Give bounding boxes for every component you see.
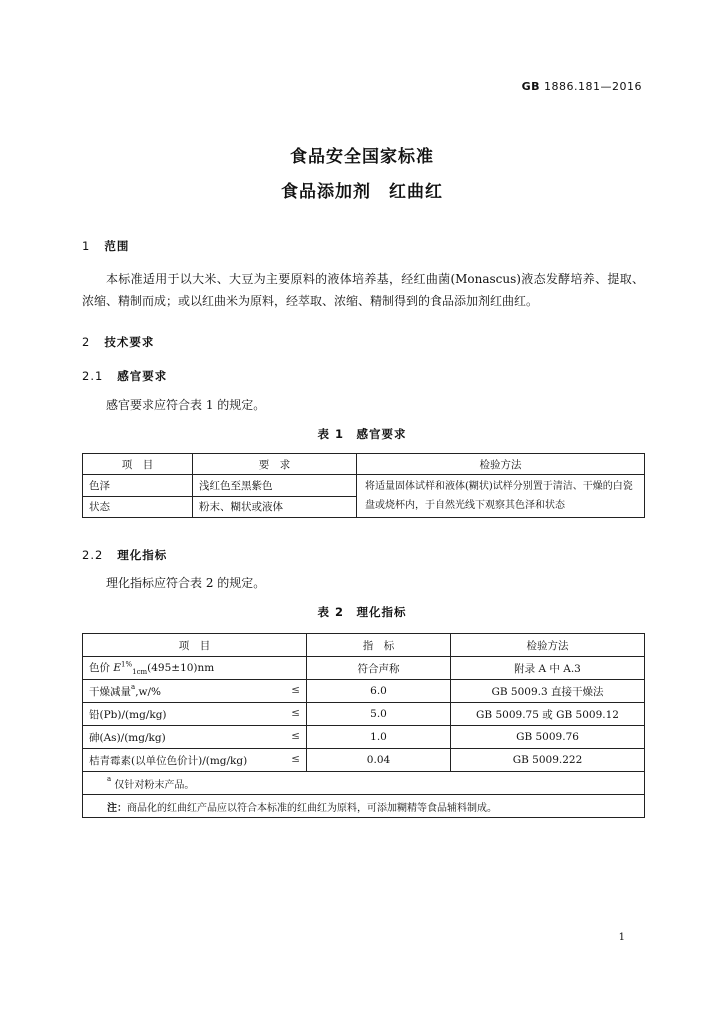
sensory-paragraph: 感官要求应符合表 1 的规定。 [106, 398, 266, 412]
row-item [83, 680, 307, 703]
table-header-row [83, 454, 645, 475]
row-item-label: 砷(As)/(mg/kg) [89, 731, 166, 744]
table-row [83, 749, 645, 772]
footnote-mark: a [107, 774, 112, 783]
absorbance-sub: 1cm [132, 668, 148, 677]
row-item [83, 657, 307, 680]
sensory-table [82, 453, 645, 518]
row-value: 0.04 [307, 749, 451, 772]
section-title: 技术要求 [104, 335, 155, 349]
row-item-label: 铅(Pb)/(mg/kg) [89, 708, 167, 721]
header-item: 项 目 [83, 634, 307, 657]
row-requirement: 浅红色至黑紫色 [193, 475, 357, 497]
table-2-caption: 表 2 理化指标 [317, 605, 407, 619]
row-method: GB 5009.76 [451, 726, 645, 749]
document-subtitle: 食品添加剂 红曲红 [281, 182, 443, 202]
header-item: 项 目 [83, 454, 193, 475]
standard-code [522, 80, 642, 93]
table-row [83, 726, 645, 749]
section-2-1-heading [82, 368, 167, 384]
limit-operator: ≤ [291, 729, 300, 742]
section-2-heading [82, 334, 154, 350]
note-text: 商品化的红曲红产品应以符合本标准的红曲红为原料，可添加糊精等食品辅料制成。 [127, 802, 497, 814]
section-number: 2.1 [82, 369, 104, 383]
page-number: 1 [618, 932, 625, 943]
table-row [83, 657, 645, 680]
scope-paragraph: 本标准适用于以大米、大豆为主要原料的液体培养基，经红曲菌(Monascus)液态发酵培养、提取、浓缩、精制而成；或以红曲米为原料，经萃取、浓缩、精制得到的食品添加剂红曲红。 [82, 272, 644, 308]
header-index: 指 标 [307, 634, 451, 657]
physchem-paragraph: 理化指标应符合表 2 的规定。 [106, 576, 266, 590]
header-method: 检验方法 [451, 634, 645, 657]
section-title: 范围 [104, 239, 130, 253]
row-value: 6.0 [307, 680, 451, 703]
row-item-label: 干燥减量 [89, 685, 131, 698]
row-item: 状态 [83, 496, 193, 518]
row-value: 5.0 [307, 703, 451, 726]
footnote-text: 仅针对粉末产品。 [114, 779, 195, 791]
row-item: 色泽 [83, 475, 193, 497]
row-method: 附录 A 中 A.3 [451, 657, 645, 680]
table-1-caption: 表 1 感官要求 [317, 427, 407, 441]
footnote-mark: a [131, 682, 136, 691]
table-header-row [83, 634, 645, 657]
section-2-2-heading [82, 547, 167, 563]
header-requirement: 要 求 [193, 454, 357, 475]
limit-operator: ≤ [291, 706, 300, 719]
absorbance-sup: 1% [121, 660, 133, 669]
row-item-label: 桔青霉素(以单位色价计)/(mg/kg) [89, 754, 248, 767]
limit-operator: ≤ [291, 683, 300, 696]
section-number: 2.2 [82, 548, 104, 562]
table-note [83, 795, 645, 818]
table-row [83, 680, 645, 703]
row-item [83, 726, 307, 749]
row-item [83, 749, 307, 772]
table-row [83, 703, 645, 726]
standard-prefix: GB [521, 80, 541, 93]
section-number: 1 [82, 239, 91, 253]
absorbance-symbol [113, 660, 148, 677]
header-method: 检验方法 [357, 454, 645, 475]
row-value: 1.0 [307, 726, 451, 749]
row-method: GB 5009.222 [451, 749, 645, 772]
row-method: GB 5009.75 或 GB 5009.12 [451, 703, 645, 726]
row-item-unit: ,w/% [135, 685, 162, 698]
section-1-heading [82, 238, 129, 254]
document-title: 食品安全国家标准 [290, 147, 434, 167]
row-item [83, 703, 307, 726]
section-title: 理化指标 [117, 548, 168, 562]
section-title: 感官要求 [117, 369, 168, 383]
absorbance-letter: E [113, 661, 122, 674]
table-row [83, 475, 645, 497]
limit-operator: ≤ [291, 752, 300, 765]
section-number: 2 [82, 335, 91, 349]
table-note-row [83, 795, 645, 818]
row-value: 符合声称 [307, 657, 451, 680]
row-method: GB 5009.3 直接干燥法 [451, 680, 645, 703]
row-item-wavelength: (495±10)nm [147, 661, 215, 674]
row-requirement: 粉末、糊状或液体 [193, 496, 357, 518]
row-item-label: 色价 [89, 661, 110, 674]
standard-number: 1886.181—2016 [544, 80, 642, 93]
row-method: 将适量固体试样和液体(糊状)试样分别置于清洁、干燥的白瓷盘或烧杯内，于自然光线下观察其色泽和状态 [357, 475, 645, 518]
table-footnote-row [83, 772, 645, 795]
table-footnote [83, 772, 645, 795]
note-label: 注： [107, 802, 127, 814]
physchem-table [82, 633, 645, 818]
